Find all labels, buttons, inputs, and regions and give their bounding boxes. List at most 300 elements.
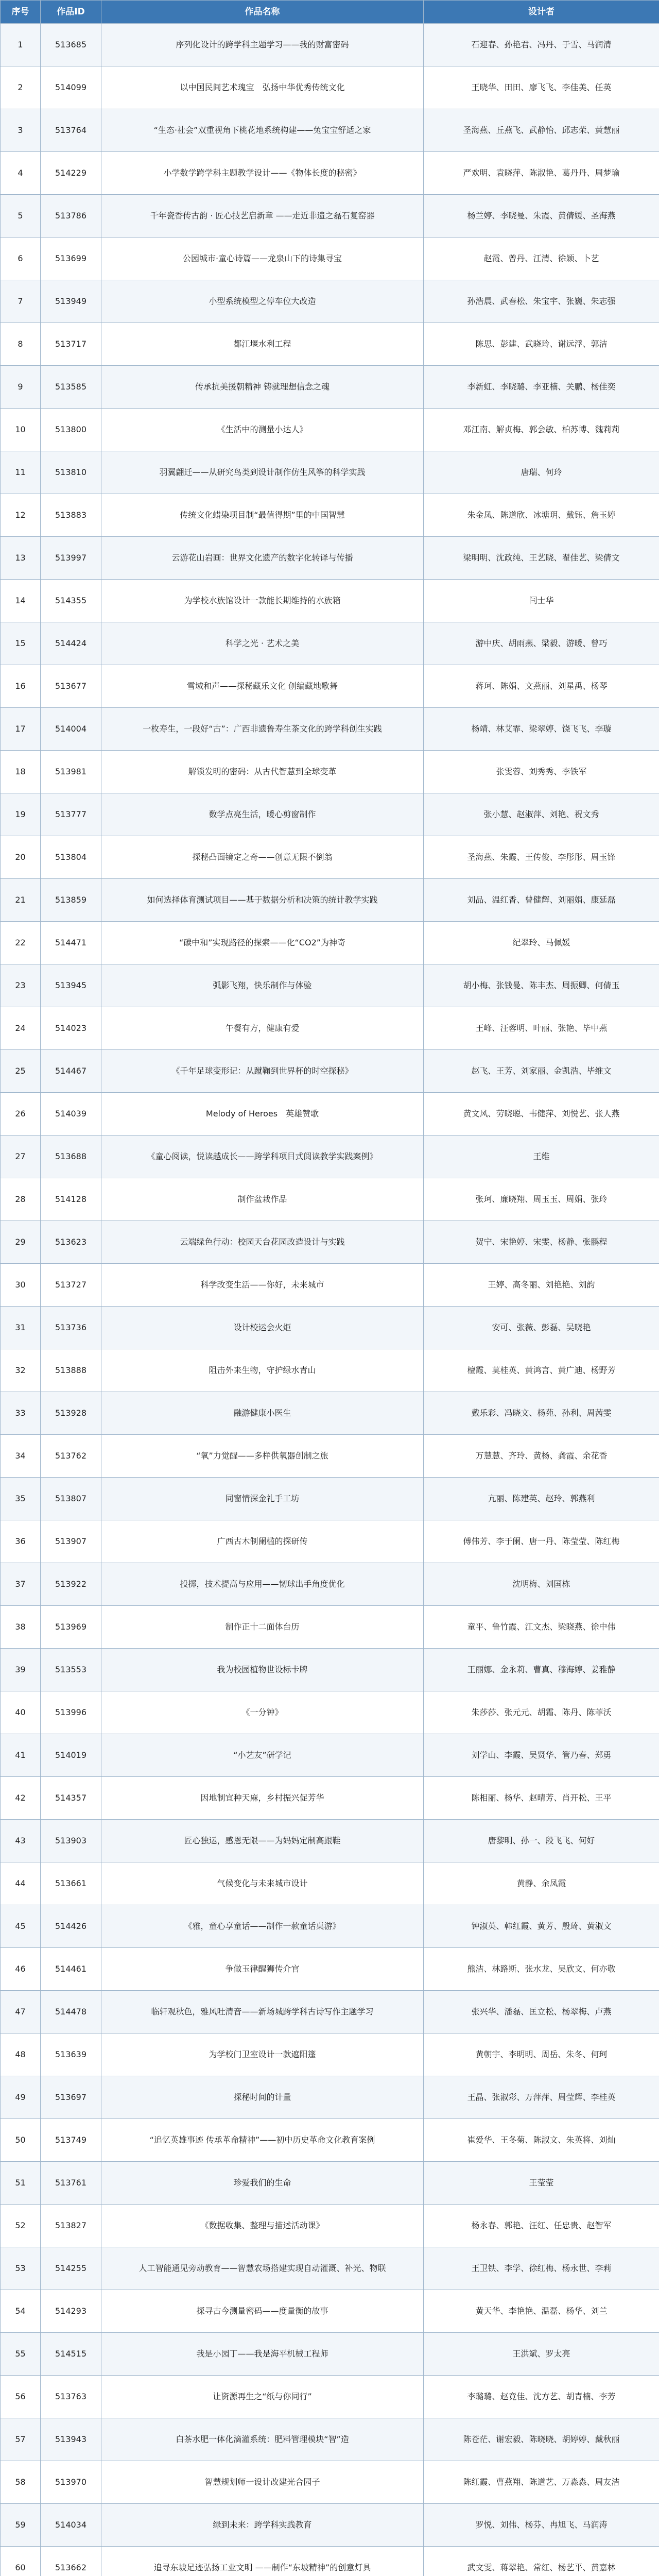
cell-work-name: 以中国民间艺术瑰宝 弘扬中华优秀传统文化 [101, 66, 424, 109]
cell-serial: 47 [1, 1991, 41, 2033]
table-row [1, 1050, 659, 1093]
cell-serial: 25 [1, 1050, 41, 1093]
cell-work-id: 513800 [41, 409, 101, 451]
cell-work-id: 514357 [41, 1777, 101, 1820]
table-row [1, 665, 659, 708]
cell-work-name: Melody of Heroes 英雄赞歌 [101, 1093, 424, 1136]
cell-work-id: 513777 [41, 793, 101, 836]
cell-work-name: 《生活中的测量小达人》 [101, 409, 424, 451]
cell-designer: 罗悦、刘伟、杨芬、冉旭飞、马润涛 [424, 2504, 659, 2547]
cell-designer: 严欢明、袁晓萍、陈淑艳、葛丹丹、周梦瑜 [424, 152, 659, 195]
cell-serial: 37 [1, 1563, 41, 1606]
table-row [1, 2205, 659, 2247]
cell-work-name: “小艺友”研学记 [101, 1734, 424, 1777]
cell-work-name: 临轩观秋色，雅风吐清音——新场城跨学科古诗写作主题学习 [101, 1991, 424, 2033]
cell-work-name: 公园城市·童心诗篇——龙泉山下的诗集寻宝 [101, 238, 424, 280]
cell-serial: 9 [1, 366, 41, 409]
cell-serial: 42 [1, 1777, 41, 1820]
cell-designer: 陈苍茫、谢宏毅、陈晓晓、胡婷婷、戴秋丽 [424, 2418, 659, 2461]
cell-designer: 梁明明、沈政纯、王艺晓、翟佳艺、梁倩文 [424, 537, 659, 580]
cell-work-name: “生态·社会”双重视角下桃花地系统构建——兔宝宝舒适之家 [101, 109, 424, 152]
cell-serial: 58 [1, 2461, 41, 2504]
cell-work-id: 513907 [41, 1520, 101, 1563]
cell-work-id: 513949 [41, 280, 101, 323]
table-row [1, 1136, 659, 1178]
cell-serial: 30 [1, 1264, 41, 1307]
cell-designer: 贺宁、宋艳婷、宋雯、杨静、张鹏程 [424, 1221, 659, 1264]
cell-serial: 6 [1, 238, 41, 280]
cell-work-id: 513553 [41, 1649, 101, 1691]
cell-work-name: 融游健康小医生 [101, 1392, 424, 1435]
cell-work-id: 513699 [41, 238, 101, 280]
cell-serial: 7 [1, 280, 41, 323]
cell-work-name: 人工智能通见旁动教育——智慧农场搭建实现自动灌溉、补光、物联 [101, 2247, 424, 2290]
cell-designer: 钟淑英、韩红霞、黄芳、殷琦、黄淑文 [424, 1905, 659, 1948]
cell-work-id: 513662 [41, 2547, 101, 2576]
cell-work-name: 传统文化蜡染项目制“最值得期”里的中国智慧 [101, 494, 424, 537]
cell-serial: 15 [1, 622, 41, 665]
cell-serial: 1 [1, 24, 41, 66]
cell-serial: 16 [1, 665, 41, 708]
table-row [1, 1264, 659, 1307]
table-row [1, 66, 659, 109]
cell-serial: 57 [1, 2418, 41, 2461]
cell-work-name: “碳中和”实现路径的探索——化“CO2”为神奇 [101, 922, 424, 964]
cell-work-id: 514099 [41, 66, 101, 109]
cell-work-name: 制作正十二面体台历 [101, 1606, 424, 1649]
cell-work-name: 小型系统模型之停车位大改造 [101, 280, 424, 323]
cell-serial: 20 [1, 836, 41, 879]
cell-serial: 40 [1, 1691, 41, 1734]
cell-serial: 32 [1, 1349, 41, 1392]
cell-work-name: 因地制宜种天麻，乡村振兴促芳华 [101, 1777, 424, 1820]
cell-designer: 熊洁、林路斯、张水龙、吴欣文、何亦敬 [424, 1948, 659, 1991]
cell-work-id: 514471 [41, 922, 101, 964]
cell-work-name: 气候变化与未来城市设计 [101, 1862, 424, 1905]
cell-designer: 沈明梅、刘国栋 [424, 1563, 659, 1606]
cell-designer: 张小慧、赵淑萍、刘艳、祝文秀 [424, 793, 659, 836]
cell-work-id: 514293 [41, 2290, 101, 2333]
cell-work-id: 513883 [41, 494, 101, 537]
cell-work-id: 513764 [41, 109, 101, 152]
cell-work-id: 513623 [41, 1221, 101, 1264]
cell-work-id: 514461 [41, 1948, 101, 1991]
table-row [1, 1691, 659, 1734]
cell-designer: 张兴华、潘磊、匡立松、杨翠梅、卢燕 [424, 1991, 659, 2033]
cell-work-id: 514426 [41, 1905, 101, 1948]
cell-designer: 孙浩晨、武春松、朱宝宇、张巍、朱志强 [424, 280, 659, 323]
cell-work-id: 514034 [41, 2504, 101, 2547]
cell-designer: 闫士华 [424, 580, 659, 622]
cell-serial: 55 [1, 2333, 41, 2376]
cell-designer: 檀霞、莫桂英、黄鸿言、黄广迪、杨野芳 [424, 1349, 659, 1392]
cell-work-id: 514467 [41, 1050, 101, 1093]
cell-designer: 李新虹、李晓璐、李亚楠、关鹏、杨佳奕 [424, 366, 659, 409]
table-row [1, 24, 659, 66]
cell-serial: 10 [1, 409, 41, 451]
cell-designer: 李璐璐、赵竟佳、沈方艺、胡青楠、李芳 [424, 2376, 659, 2418]
cell-serial: 35 [1, 1478, 41, 1520]
cell-work-id: 513981 [41, 751, 101, 793]
table-row [1, 964, 659, 1007]
cell-work-name: 科学改变生活——你好，未来城市 [101, 1264, 424, 1307]
cell-serial: 33 [1, 1392, 41, 1435]
table-row [1, 1649, 659, 1691]
cell-work-name: 白茶水肥一体化滴灌系统：肥料管理模块“智”造 [101, 2418, 424, 2461]
cell-work-id: 513943 [41, 2418, 101, 2461]
cell-work-id: 513763 [41, 2376, 101, 2418]
cell-designer: 黄静、余凤霞 [424, 1862, 659, 1905]
table-row [1, 2033, 659, 2076]
cell-work-id: 513717 [41, 323, 101, 366]
cell-work-id: 513945 [41, 964, 101, 1007]
cell-work-id: 514128 [41, 1178, 101, 1221]
cell-designer: 童平、鲁竹霞、江文杰、梁晓燕、徐中伟 [424, 1606, 659, 1649]
table-row [1, 109, 659, 152]
cell-work-name: 千年瓷香传古韵 · 匠心技艺启新章 ——走近非遗之磊石复窑器 [101, 195, 424, 238]
table-row [1, 580, 659, 622]
cell-designer: 安可、张薇、彭磊、吴晓艳 [424, 1307, 659, 1349]
cell-work-name: 羽翼翩迁——从研究鸟类到设计制作仿生风筝的科学实践 [101, 451, 424, 494]
table-row [1, 836, 659, 879]
table-row [1, 879, 659, 922]
cell-serial: 5 [1, 195, 41, 238]
cell-designer: 黄天华、李艳艳、温磊、杨华、刘兰 [424, 2290, 659, 2333]
cell-work-id: 514039 [41, 1093, 101, 1136]
cell-work-id: 514355 [41, 580, 101, 622]
cell-serial: 22 [1, 922, 41, 964]
cell-work-name: 传承抗美援朝精神 铸就理想信念之魂 [101, 366, 424, 409]
table-row [1, 751, 659, 793]
table-row [1, 1007, 659, 1050]
cell-work-id: 513661 [41, 1862, 101, 1905]
cell-designer: 游中庆、胡雨燕、梁毅、游暖、曾巧 [424, 622, 659, 665]
cell-work-name: 阻击外来生物，守护绿水青山 [101, 1349, 424, 1392]
cell-work-id: 513639 [41, 2033, 101, 2076]
cell-work-name: 如何选择体育测试项目——基于数据分析和决策的统计教学实践 [101, 879, 424, 922]
cell-designer: 杨永春、郭艳、汪红、任忠贵、赵智军 [424, 2205, 659, 2247]
cell-serial: 50 [1, 2119, 41, 2162]
cell-work-name: 我是小园丁——我是海平机械工程师 [101, 2333, 424, 2376]
cell-work-name: 小学数学跨学科主题教学设计——《物体长度的秘密》 [101, 152, 424, 195]
table-row [1, 1178, 659, 1221]
cell-designer: 蒋珂、陈娟、文燕丽、刘星禹、杨琴 [424, 665, 659, 708]
cell-serial: 19 [1, 793, 41, 836]
cell-serial: 28 [1, 1178, 41, 1221]
cell-work-name: 绿到未来：跨学科实践教育 [101, 2504, 424, 2547]
cell-work-name: 匠心独运，感恩无限——为妈妈定制高跟鞋 [101, 1820, 424, 1862]
cell-work-id: 513727 [41, 1264, 101, 1307]
table-row [1, 2162, 659, 2205]
table-row [1, 2290, 659, 2333]
table-row [1, 2418, 659, 2461]
cell-serial: 14 [1, 580, 41, 622]
table-row [1, 409, 659, 451]
cell-work-id: 513807 [41, 1478, 101, 1520]
header-serial: 序号 [1, 1, 41, 24]
table-row [1, 1820, 659, 1862]
table-row [1, 1991, 659, 2033]
cell-work-id: 513996 [41, 1691, 101, 1734]
cell-work-id: 513585 [41, 366, 101, 409]
cell-designer: 王婷、高冬丽、刘艳艳、刘韵 [424, 1264, 659, 1307]
cell-work-name: 争做玉律醒狮传介官 [101, 1948, 424, 1991]
cell-work-name: 探秘凸面镜定之奇——创意无限不倒翁 [101, 836, 424, 879]
cell-work-id: 514004 [41, 708, 101, 751]
table-row [1, 152, 659, 195]
table-row [1, 1862, 659, 1905]
cell-work-name: 我为校园植物世设标卡牌 [101, 1649, 424, 1691]
table-row [1, 1734, 659, 1777]
cell-designer: 陈相丽、杨华、赵晴芳、肖开松、王平 [424, 1777, 659, 1820]
cell-serial: 34 [1, 1435, 41, 1478]
cell-work-name: 探秘时间的计量 [101, 2076, 424, 2119]
cell-serial: 60 [1, 2547, 41, 2576]
cell-work-name: 《雅，童心享童话——制作一款童话桌游》 [101, 1905, 424, 1948]
cell-work-name: 《童心阅读，悦读越成长——跨学科项目式阅读教学实践案例》 [101, 1136, 424, 1178]
table-row [1, 1307, 659, 1349]
cell-work-id: 513888 [41, 1349, 101, 1392]
cell-work-id: 513677 [41, 665, 101, 708]
table-row [1, 451, 659, 494]
cell-serial: 13 [1, 537, 41, 580]
cell-work-id: 513903 [41, 1820, 101, 1862]
cell-designer: 崔爱华、王冬菊、陈淑文、朱英将、刘灿 [424, 2119, 659, 2162]
cell-designer: 陈红霞、曹燕翔、陈道艺、万淼淼、周友洁 [424, 2461, 659, 2504]
cell-designer: 张珂、廉晓翔、周玉玉、周娟、张玲 [424, 1178, 659, 1221]
cell-designer: 圣海燕、丘燕飞、武静怡、邱志荣、黄慧丽 [424, 109, 659, 152]
cell-work-name: 弧影飞翔，快乐制作与体验 [101, 964, 424, 1007]
cell-serial: 27 [1, 1136, 41, 1178]
table-row [1, 280, 659, 323]
cell-serial: 12 [1, 494, 41, 537]
cell-serial: 21 [1, 879, 41, 922]
table-row [1, 494, 659, 537]
cell-serial: 52 [1, 2205, 41, 2247]
cell-designer: 朱金凤、陈道欣、冰塘玥、戴钰、詹玉婷 [424, 494, 659, 537]
cell-serial: 24 [1, 1007, 41, 1050]
table-row [1, 323, 659, 366]
cell-serial: 54 [1, 2290, 41, 2333]
cell-designer: 圣海燕、朱霞、王传俊、李彤彤、周玉锋 [424, 836, 659, 879]
cell-work-name: 云端绿色行动：校园天台花园改造设计与实践 [101, 1221, 424, 1264]
cell-designer: 赵霞、曾丹、江清、徐颖、卜艺 [424, 238, 659, 280]
cell-work-name: 投掷，技术提高与应用——韧球出手角度优化 [101, 1563, 424, 1606]
table-row [1, 922, 659, 964]
cell-work-name: 科学之光 · 艺术之美 [101, 622, 424, 665]
cell-work-id: 514424 [41, 622, 101, 665]
table-row [1, 2504, 659, 2547]
table-row [1, 1606, 659, 1649]
cell-work-id: 513997 [41, 537, 101, 580]
cell-designer: 王丽娜、金永莉、曹真、穆海婷、姜雅静 [424, 1649, 659, 1691]
cell-serial: 48 [1, 2033, 41, 2076]
cell-work-name: 雪域和声——探秘藏乐文化 创编藏地歌舞 [101, 665, 424, 708]
cell-serial: 49 [1, 2076, 41, 2119]
cell-work-name: 都江堰水利工程 [101, 323, 424, 366]
table-row [1, 2547, 659, 2576]
cell-designer: 黄文风、劳晓聪、韦健萍、刘悦艺、张人燕 [424, 1093, 659, 1136]
cell-work-name: 一枚寿生，一段好“古”：广西非遗鲁寿生茶文化的跨学科创生实践 [101, 708, 424, 751]
cell-serial: 36 [1, 1520, 41, 1563]
cell-work-name: 制作盆栽作品 [101, 1178, 424, 1221]
table-row [1, 2247, 659, 2290]
cell-work-id: 513749 [41, 2119, 101, 2162]
cell-work-id: 513761 [41, 2162, 101, 2205]
cell-serial: 51 [1, 2162, 41, 2205]
cell-work-name: 同窗情深金礼手工坊 [101, 1478, 424, 1520]
cell-work-name: 珍爱我们的生命 [101, 2162, 424, 2205]
cell-designer: 赵飞、王芳、刘家丽、金凯浩、毕维文 [424, 1050, 659, 1093]
cell-designer: 亢丽、陈建英、赵玲、郭燕利 [424, 1478, 659, 1520]
cell-work-name: 让资源再生之“纸与你同行” [101, 2376, 424, 2418]
cell-serial: 29 [1, 1221, 41, 1264]
cell-work-id: 513928 [41, 1392, 101, 1435]
table-row [1, 2119, 659, 2162]
table-row [1, 793, 659, 836]
header-row [1, 1, 659, 24]
cell-work-name: 午餐有方，健康有爱 [101, 1007, 424, 1050]
cell-designer: 王晶、张淑彩、万萍萍、周莹辉、李桂英 [424, 2076, 659, 2119]
cell-work-name: 解锁发明的密码：从古代智慧到全球变革 [101, 751, 424, 793]
cell-work-id: 513922 [41, 1563, 101, 1606]
cell-work-id: 514515 [41, 2333, 101, 2376]
cell-work-name: 设计校运会火炬 [101, 1307, 424, 1349]
cell-work-name: “追忆英雄事迹 传承革命精神”——初中历史革命文化教育案例 [101, 2119, 424, 2162]
table-row [1, 708, 659, 751]
cell-work-name: 序列化设计的跨学科主题学习——我的财富密码 [101, 24, 424, 66]
cell-serial: 26 [1, 1093, 41, 1136]
cell-designer: 刘学山、李霞、吴贤华、管乃春、郑勇 [424, 1734, 659, 1777]
cell-designer: 纪翠玲、马佩媛 [424, 922, 659, 964]
cell-work-name: 《千年足球变形记：从蹴鞠到世界杯的时空探秘》 [101, 1050, 424, 1093]
cell-work-id: 513688 [41, 1136, 101, 1178]
table-body [1, 24, 659, 2576]
table-row [1, 1392, 659, 1435]
cell-work-id: 514023 [41, 1007, 101, 1050]
cell-designer: 傅伟芳、李于阑、唐一丹、陈莹莹、陈红梅 [424, 1520, 659, 1563]
table-row [1, 1221, 659, 1264]
cell-designer: 唐瑞、何玲 [424, 451, 659, 494]
cell-work-id: 513762 [41, 1435, 101, 1478]
table-row [1, 1093, 659, 1136]
cell-serial: 17 [1, 708, 41, 751]
table-row [1, 622, 659, 665]
cell-serial: 8 [1, 323, 41, 366]
cell-work-name: 《一分钟》 [101, 1691, 424, 1734]
table-row [1, 2333, 659, 2376]
cell-work-id: 513827 [41, 2205, 101, 2247]
cell-work-id: 514019 [41, 1734, 101, 1777]
cell-designer: 戴乐彩、冯晓文、杨苑、孙利、周茜雯 [424, 1392, 659, 1435]
cell-designer: 王峰、汪蓉明、叶丽、张艳、毕中燕 [424, 1007, 659, 1050]
cell-work-id: 513736 [41, 1307, 101, 1349]
cell-work-name: 智慧规划师一设计改建光合园子 [101, 2461, 424, 2504]
cell-serial: 23 [1, 964, 41, 1007]
cell-serial: 45 [1, 1905, 41, 1948]
table-row [1, 2461, 659, 2504]
cell-serial: 11 [1, 451, 41, 494]
table-row [1, 1948, 659, 1991]
table-row [1, 1563, 659, 1606]
cell-serial: 41 [1, 1734, 41, 1777]
cell-designer: 杨兰婷、李晓曼、朱霞、黄倩媛、圣海燕 [424, 195, 659, 238]
cell-work-name: 为学校水族馆设计一款能长期维持的水族箱 [101, 580, 424, 622]
cell-designer: 胡小梅、张钱曼、陈丰杰、周振卿、何倩玉 [424, 964, 659, 1007]
cell-designer: 陈思、彭建、武晓玲、谢远浮、郭洁 [424, 323, 659, 366]
cell-designer: 石迎春、孙艳君、冯丹、于雪、马润清 [424, 24, 659, 66]
table-row [1, 1478, 659, 1520]
cell-serial: 56 [1, 2376, 41, 2418]
cell-serial: 44 [1, 1862, 41, 1905]
cell-designer: 刘品、温红香、曾健辉、刘丽娟、康延磊 [424, 879, 659, 922]
cell-work-id: 514478 [41, 1991, 101, 2033]
cell-work-id: 513859 [41, 879, 101, 922]
cell-work-name: 数学点亮生活，暖心剪窗制作 [101, 793, 424, 836]
cell-designer: 武文雯、蒋翠艳、常红、杨艺平、黄嘉林 [424, 2547, 659, 2576]
cell-work-name: 为学校门卫室设计一款遮阳篷 [101, 2033, 424, 2076]
table-row [1, 1777, 659, 1820]
table-row [1, 2076, 659, 2119]
cell-designer: 王维 [424, 1136, 659, 1178]
cell-designer: 朱莎莎、张元元、胡霜、陈丹、陈菲沃 [424, 1691, 659, 1734]
cell-work-name: “氧”力觉醒——多样供氧器创制之旅 [101, 1435, 424, 1478]
cell-work-id: 513804 [41, 836, 101, 879]
cell-work-name: 广西古木制阑槛的探研传 [101, 1520, 424, 1563]
cell-work-id: 513697 [41, 2076, 101, 2119]
cell-designer: 张雯蓉、刘秀秀、李铁军 [424, 751, 659, 793]
cell-designer: 王晓华、田田、廖飞飞、李佳美、任英 [424, 66, 659, 109]
cell-serial: 2 [1, 66, 41, 109]
cell-designer: 邓江南、解贞梅、郭会敏、柏苏博、魏莉莉 [424, 409, 659, 451]
cell-work-id: 513685 [41, 24, 101, 66]
table-row [1, 537, 659, 580]
cell-work-name: 追寻东坡足迹弘扬工业文明 ——制作“东坡精神”的创意灯具 [101, 2547, 424, 2576]
cell-designer: 王洪斌、罗太亮 [424, 2333, 659, 2376]
cell-designer: 王卫铁、李学、徐红梅、杨永世、李莉 [424, 2247, 659, 2290]
cell-designer: 黄朝宇、李明明、周岳、朱冬、何珂 [424, 2033, 659, 2076]
cell-serial: 46 [1, 1948, 41, 1991]
table-row [1, 366, 659, 409]
header-work-name: 作品名称 [101, 1, 424, 24]
cell-serial: 59 [1, 2504, 41, 2547]
cell-designer: 王莹莹 [424, 2162, 659, 2205]
cell-serial: 4 [1, 152, 41, 195]
cell-work-id: 513969 [41, 1606, 101, 1649]
cell-serial: 43 [1, 1820, 41, 1862]
header-designer: 设计者 [424, 1, 659, 24]
cell-work-id: 513970 [41, 2461, 101, 2504]
cell-designer: 唐黎明、孙一、段飞飞、何好 [424, 1820, 659, 1862]
cell-serial: 18 [1, 751, 41, 793]
cell-work-name: 探寻古今测量密码——度量衡的故事 [101, 2290, 424, 2333]
table-row [1, 1435, 659, 1478]
cell-work-id: 513786 [41, 195, 101, 238]
cell-work-id: 514229 [41, 152, 101, 195]
table-row [1, 238, 659, 280]
cell-work-id: 514255 [41, 2247, 101, 2290]
cell-designer: 万慧慧、齐玲、黄杨、龚霞、余花香 [424, 1435, 659, 1478]
cell-designer: 杨靖、林艾霏、梁翠婷、饶飞飞、李璇 [424, 708, 659, 751]
header-work-id: 作品ID [41, 1, 101, 24]
table-row [1, 1520, 659, 1563]
cell-serial: 31 [1, 1307, 41, 1349]
table-row [1, 1349, 659, 1392]
cell-work-name: 云游花山岩画：世界文化遗产的数字化转译与传播 [101, 537, 424, 580]
cell-work-id: 513810 [41, 451, 101, 494]
cell-serial: 3 [1, 109, 41, 152]
table-row [1, 1905, 659, 1948]
